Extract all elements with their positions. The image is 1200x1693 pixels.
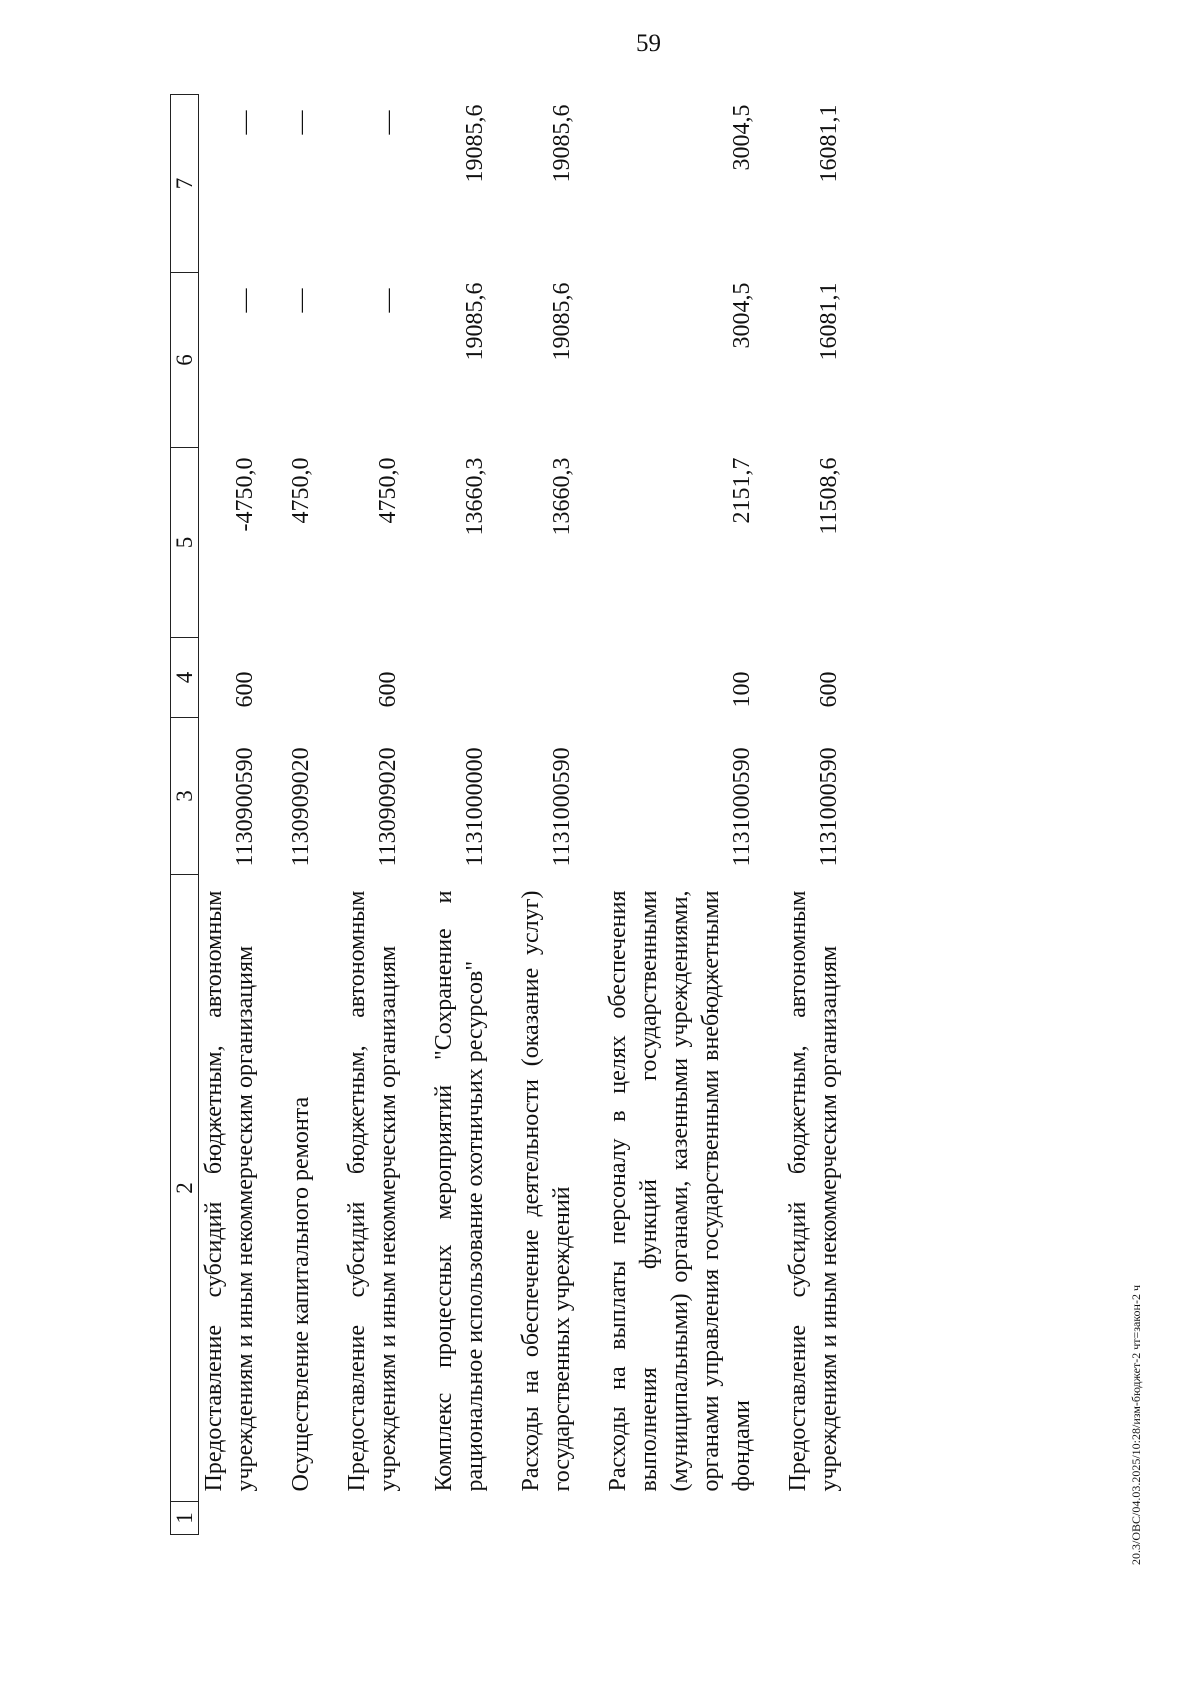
amount-col6-cell: 19085,6	[462, 282, 488, 361]
header-cell-2: 2	[171, 875, 199, 1502]
expense-type-cell	[286, 638, 342, 718]
target-article-cell: 1131000000	[462, 747, 488, 867]
amount-col7-cell: 19085,6	[549, 104, 575, 183]
amount-col5-cell: 11508,6	[816, 457, 842, 535]
table-row	[342, 95, 429, 1535]
amount-col6-cell	[199, 273, 287, 448]
expense-name-cell: Комплекс процессных мероприятий "Сохранение и рациональное использование охотничьих ресурсов"	[431, 890, 488, 1492]
expense-name-cell: Расходы на обеспечение деятельности (оказание услуг) государственных учреждений	[518, 890, 575, 1492]
table-row	[783, 95, 870, 1535]
amount-col7-cell: 19085,6	[462, 104, 488, 183]
dash-mark: —	[375, 110, 401, 135]
expense-type-cell	[429, 638, 516, 718]
amount-col7-cell: 16081,1	[816, 104, 842, 183]
row-number-cell	[783, 1502, 870, 1535]
target-article-cell: 1130909020	[375, 747, 401, 867]
expense-name-cell: Расходы на выплаты персоналу в целях обеспечения выполнения функций государственными (муниципальными) органами, казенными учреждениями, органами управления государственными внебюджетными фондами	[605, 890, 755, 1492]
target-article-cell: 1131000590	[729, 747, 755, 867]
expense-name-cell: Предоставление субсидий бюджетным, автономным учреждениям и иным некоммерческим организациям	[201, 890, 258, 1492]
dash-mark: —	[232, 288, 258, 313]
header-cell-4: 4	[171, 638, 199, 718]
row-number-cell	[286, 1502, 342, 1535]
header-cell-3: 3	[171, 718, 199, 875]
row-number-cell	[342, 1502, 429, 1535]
expense-type-cell: 600	[816, 671, 842, 708]
row-number-cell	[199, 1502, 287, 1535]
page-number: 59	[636, 30, 661, 57]
dash-mark: —	[288, 110, 314, 135]
table-row	[429, 95, 516, 1535]
table-row	[286, 95, 342, 1535]
header-cell-7: 7	[171, 95, 199, 273]
header-cell-5: 5	[171, 448, 199, 638]
table-row	[603, 95, 783, 1535]
budget-table	[170, 94, 870, 1535]
amount-col6-cell: 19085,6	[549, 282, 575, 361]
landscape-sheet	[170, 95, 1050, 1535]
amount-col5-cell: 2151,7	[729, 457, 755, 524]
amount-col7-cell	[199, 95, 287, 273]
amount-col5-cell: -4750,0	[232, 457, 258, 532]
amount-col7-cell: 3004,5	[729, 104, 755, 171]
row-number-cell	[516, 1502, 603, 1535]
header-cell-6: 6	[171, 273, 199, 448]
target-article-cell: 1131000590	[549, 747, 575, 867]
amount-col6-cell: 3004,5	[729, 282, 755, 349]
expense-name-cell: Предоставление субсидий бюджетным, автономным учреждениям и иным некоммерческим организациям	[344, 890, 401, 1492]
target-article-cell: 1130900590	[232, 747, 258, 867]
expense-type-cell: 600	[375, 671, 401, 708]
table-row	[516, 95, 603, 1535]
header-cell-1: 1	[171, 1502, 199, 1535]
dash-mark: —	[375, 288, 401, 313]
dash-mark: —	[288, 288, 314, 313]
amount-col6-cell: 16081,1	[816, 282, 842, 361]
amount-col5-cell: 4750,0	[288, 457, 314, 524]
expense-type-cell: 100	[729, 671, 755, 708]
expense-name-cell: Предоставление субсидий бюджетным, автономным учреждениям и иным некоммерческим организациям	[785, 890, 842, 1492]
expense-name-cell: Осуществление капитального ремонта	[288, 1096, 314, 1492]
amount-col7-cell	[342, 95, 429, 273]
row-number-cell	[429, 1502, 516, 1535]
target-article-cell: 1131000590	[816, 747, 842, 867]
dash-mark: —	[232, 110, 258, 135]
amount-col5-cell: 13660,3	[462, 457, 488, 536]
amount-col6-cell	[342, 273, 429, 448]
amount-col7-cell	[286, 95, 342, 273]
amount-col5-cell: 13660,3	[549, 457, 575, 536]
target-article-cell: 1130909020	[288, 747, 314, 867]
row-number-cell	[603, 1502, 783, 1535]
footer-code-text: 20.3/ОВС/04.03.2025/10:28/изм-бюджет-2 чт=закон-2 ч	[1129, 1285, 1143, 1565]
header-row	[171, 95, 199, 1535]
amount-col6-cell	[286, 273, 342, 448]
amount-col5-cell: 4750,0	[375, 457, 401, 524]
expense-type-cell	[516, 638, 603, 718]
table-row	[199, 95, 287, 1535]
expense-type-cell: 600	[232, 671, 258, 708]
